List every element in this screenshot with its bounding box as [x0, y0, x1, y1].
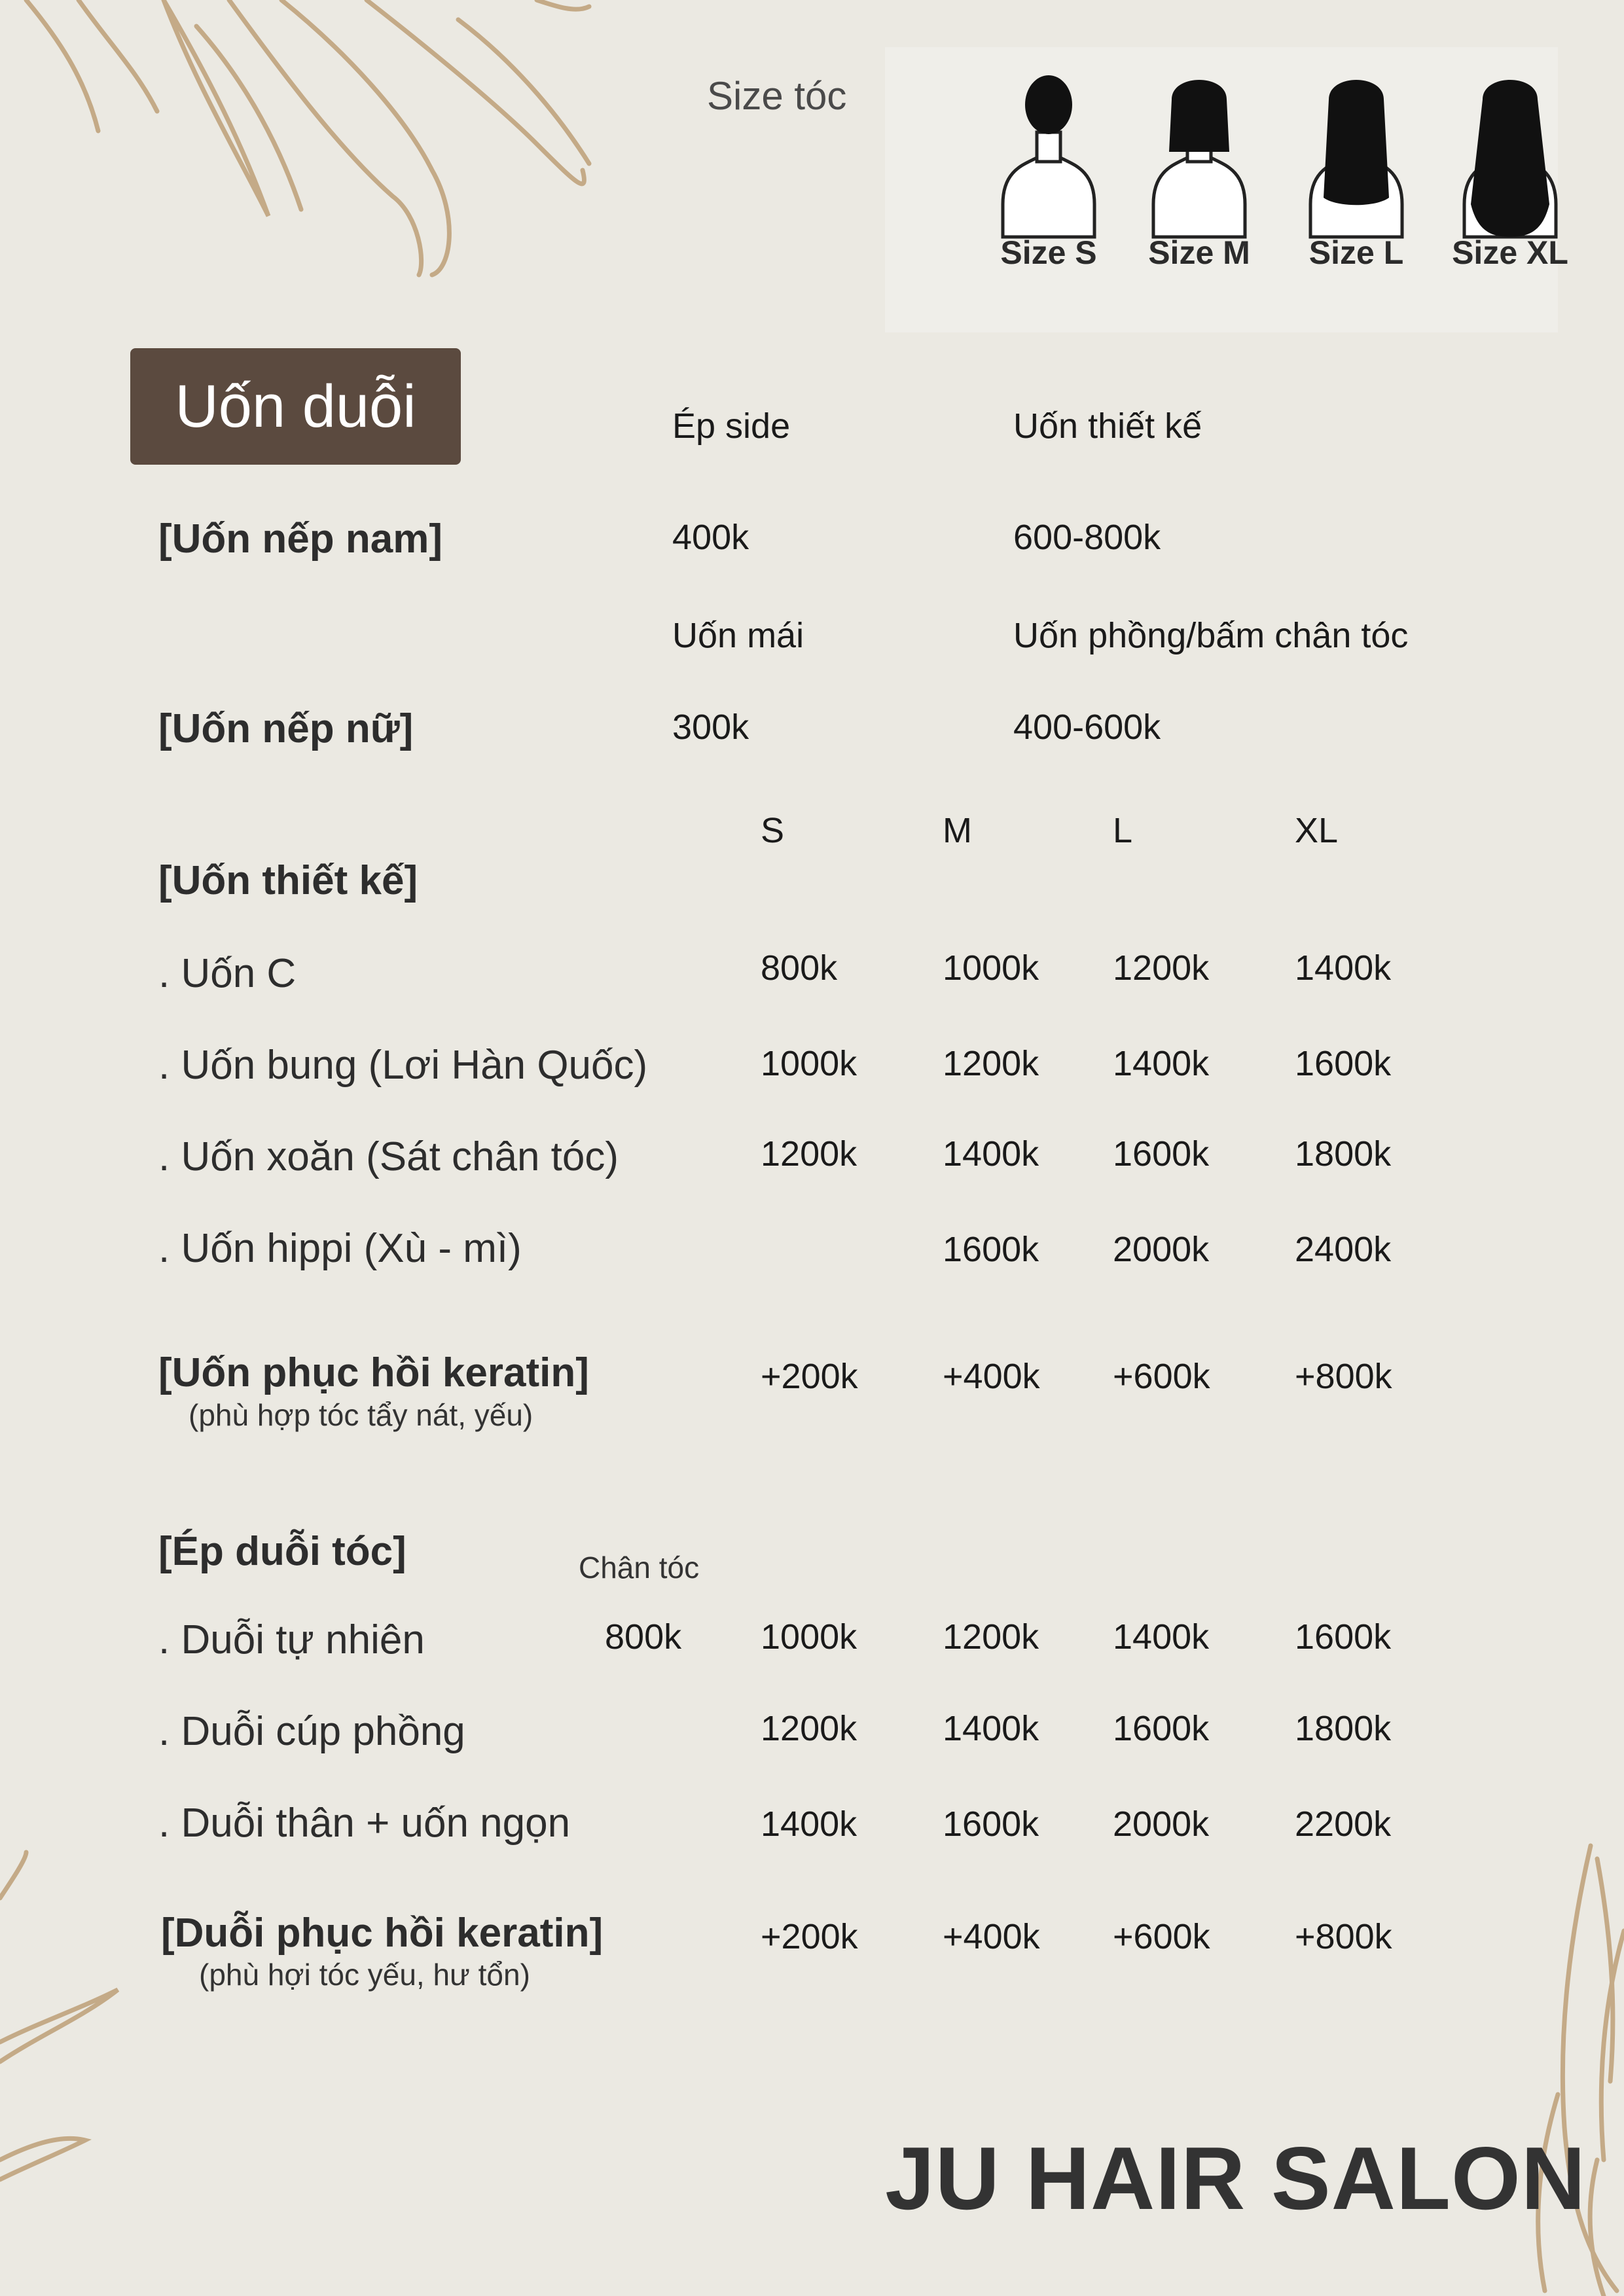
leaf-decoration-bottom-left [0, 1833, 131, 2199]
uon-mai-header: Uốn mái [672, 616, 804, 655]
price-l: 1400k [1113, 1044, 1210, 1083]
price-xl: 2200k [1295, 1804, 1392, 1844]
size-header-xl: XL [1295, 811, 1339, 850]
service-name: . Duỗi thân + uốn ngọn [158, 1801, 571, 1846]
ep-side-header: Ép side [672, 406, 791, 446]
price-l: 2000k [1113, 1230, 1210, 1269]
price-xl: 1800k [1295, 1709, 1392, 1748]
service-name: . Duỗi cúp phồng [158, 1709, 465, 1754]
size-m-label: Size M [1148, 234, 1250, 271]
price-l: 1600k [1113, 1709, 1210, 1748]
price-s: 1400k [761, 1804, 857, 1844]
size-header-m: M [943, 811, 972, 850]
price-xl: 1600k [1295, 1044, 1392, 1083]
leaf-decoration-top-left [0, 0, 655, 301]
price-l: 1200k [1113, 948, 1210, 988]
price-s: 1200k [761, 1709, 857, 1748]
price-s: 1000k [761, 1044, 857, 1083]
duoi-keratin-note: (phù hợi tóc yếu, hư tổn) [199, 1958, 530, 1992]
brand-name: JU HAIR SALON [885, 2128, 1586, 2228]
size-header-l: L [1113, 811, 1133, 850]
service-name: . Uốn bung (Lơi Hàn Quốc) [158, 1043, 648, 1088]
price-l: +600k [1113, 1357, 1210, 1396]
size-guide-panel [885, 47, 1568, 332]
size-s-figure-icon [983, 73, 1114, 243]
uon-nep-nu-phong-price: 400-600k [1013, 708, 1161, 747]
price-s: 800k [761, 948, 838, 988]
price-m: +400k [943, 1357, 1040, 1396]
service-name: . Duỗi tự nhiên [158, 1617, 425, 1662]
duoi-keratin-label: [Duỗi phục hồi keratin] [161, 1910, 604, 1956]
uon-nep-nu-label: [Uốn nếp nữ] [158, 706, 414, 751]
price-m: 1600k [943, 1804, 1039, 1844]
ep-duoi-label: [Ép duỗi tóc] [158, 1529, 406, 1574]
price-s: 1200k [761, 1134, 857, 1174]
price-m: 1200k [943, 1044, 1039, 1083]
price-xl: 1800k [1295, 1134, 1392, 1174]
uon-nep-nam-label: [Uốn nếp nam] [158, 516, 442, 562]
price-l: 1600k [1113, 1134, 1210, 1174]
price-s: +200k [761, 1357, 858, 1396]
service-name: . Uốn xoăn (Sát chân tóc) [158, 1134, 619, 1179]
uon-keratin-note: (phù hợp tóc tẩy nát, yếu) [189, 1398, 533, 1432]
price-m: 1200k [943, 1617, 1039, 1657]
price-s: 1000k [761, 1617, 857, 1657]
size-xl-label: Size XL [1452, 234, 1568, 271]
price-chan-toc: 800k [605, 1617, 682, 1657]
uon-nep-nam-ep-side-price: 400k [672, 518, 749, 557]
size-l-label: Size L [1308, 234, 1404, 271]
size-l-figure-icon [1291, 73, 1422, 243]
price-xl: 1600k [1295, 1617, 1392, 1657]
price-l: 2000k [1113, 1804, 1210, 1844]
price-xl: 1400k [1295, 948, 1392, 988]
size-m-figure-icon [1134, 73, 1265, 243]
price-l: 1400k [1113, 1617, 1210, 1657]
chan-toc-header: Chân tóc [579, 1551, 700, 1585]
uon-thiet-ke-header: Uốn thiết kế [1013, 406, 1202, 446]
uon-thiet-ke-label: [Uốn thiết kế] [158, 858, 418, 903]
size-xl-figure-icon [1445, 73, 1576, 243]
uon-phong-header: Uốn phồng/bấm chân tóc [1013, 616, 1409, 655]
price-m: 1600k [943, 1230, 1039, 1269]
section-title-badge: Uốn duỗi [130, 348, 461, 465]
price-m: 1000k [943, 948, 1039, 988]
price-m: 1400k [943, 1709, 1039, 1748]
uon-nep-nam-thiet-ke-price: 600-800k [1013, 518, 1161, 557]
price-xl: +800k [1295, 1357, 1392, 1396]
price-m: 1400k [943, 1134, 1039, 1174]
price-s: +200k [761, 1917, 858, 1956]
price-l: +600k [1113, 1917, 1210, 1956]
size-header-s: S [761, 811, 785, 850]
price-m: +400k [943, 1917, 1040, 1956]
service-name: . Uốn hippi (Xù - mì) [158, 1226, 522, 1271]
price-xl: +800k [1295, 1917, 1392, 1956]
size-s-label: Size S [1000, 234, 1097, 271]
service-name: . Uốn C [158, 951, 297, 996]
size-guide-label: Size tóc [707, 74, 847, 118]
uon-keratin-label: [Uốn phục hồi keratin] [158, 1350, 589, 1395]
uon-nep-nu-mai-price: 300k [672, 708, 749, 747]
price-xl: 2400k [1295, 1230, 1392, 1269]
